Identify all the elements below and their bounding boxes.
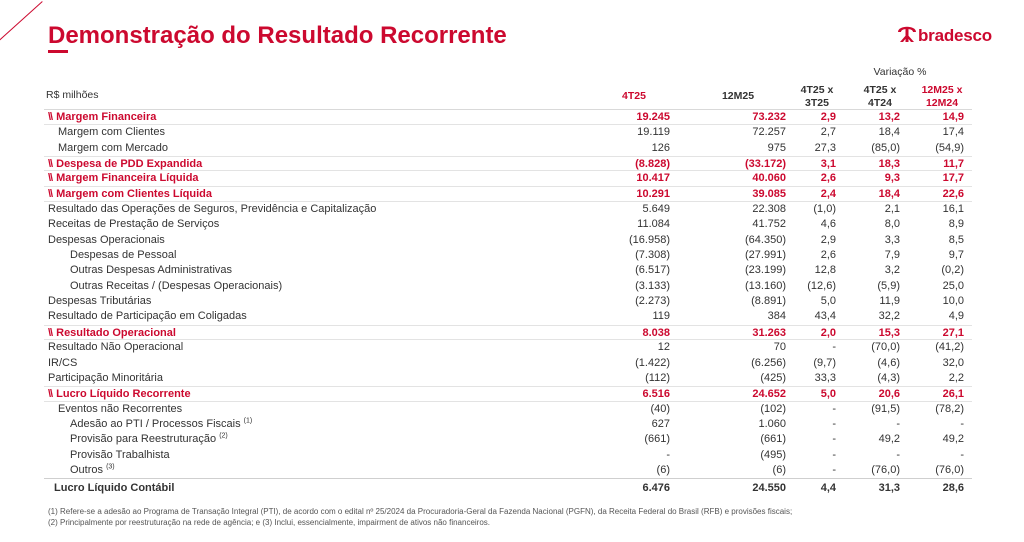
cell-var-4t25-3t25: -	[832, 417, 836, 430]
footnote-2: (2) Principalmente por reestruturação na rede de agência; e (3) Inclui, essencialmente, impairment de ativos não financeiros.	[48, 518, 491, 527]
cell-var-4t25-3t25: (9,7)	[813, 356, 836, 369]
cell-12m25: 31.263	[752, 326, 786, 339]
cell-var-4t25-3t25: 2,7	[820, 126, 836, 139]
table-row	[44, 233, 972, 248]
cell-4t25: 19.245	[636, 111, 670, 123]
cell-var-4t25-3t25: -	[832, 463, 836, 476]
row-label-text: Despesas Tributárias	[48, 295, 152, 308]
table-row	[44, 125, 972, 140]
cell-12m25: (8.891)	[751, 295, 786, 308]
table-row	[44, 110, 972, 125]
row-label	[48, 111, 156, 123]
row-label-text: Despesa de PDD Expandida	[56, 158, 203, 171]
title-underline	[48, 50, 68, 53]
row-label	[70, 418, 252, 430]
cell-12m25: (6.256)	[751, 356, 786, 369]
cell-var-4t25-3t25: 27,3	[814, 141, 836, 154]
col-header-line: 3T25	[805, 97, 829, 109]
row-label	[70, 433, 228, 445]
row-label-text: Provisão Trabalhista	[70, 448, 170, 461]
cell-var-4t25-4t24: 31,3	[878, 482, 900, 495]
cell-var-4t25-4t24: (76,0)	[871, 463, 900, 476]
row-label	[48, 234, 165, 246]
table-row	[44, 371, 972, 386]
cell-var-12m25-12m24: 11,7	[943, 158, 964, 171]
row-label	[58, 126, 165, 138]
table-row	[44, 463, 972, 478]
row-label-text: Receitas de Prestação de Serviços	[48, 218, 220, 231]
row-label	[48, 310, 247, 322]
corner-decoration	[0, 1, 43, 49]
col-header-line: 4T25 x	[800, 84, 834, 96]
row-label-text: Resultado de Participação em Coligadas	[48, 310, 247, 323]
table-body	[44, 110, 972, 478]
cell-var-12m25-12m24: 22,6	[942, 187, 964, 200]
cell-var-12m25-12m24: (78,2)	[935, 402, 964, 415]
row-label	[70, 264, 232, 276]
col-header-4t25: 4T25	[622, 90, 646, 102]
footnotes	[48, 506, 792, 528]
row-label	[70, 249, 176, 261]
cell-var-12m25-12m24: 8,5	[948, 233, 964, 246]
cell-4t25: (16.958)	[629, 233, 670, 246]
cell-4t25: 12	[657, 341, 670, 354]
cell-var-4t25-4t24: 15,3	[878, 326, 900, 339]
table-row	[44, 448, 972, 463]
cell-4t25: (2.273)	[635, 295, 670, 308]
cell-var-12m25-12m24: 26,1	[942, 388, 964, 401]
highlight-marker-icon: \\	[48, 158, 53, 171]
cell-var-12m25-12m24: 9,7	[948, 249, 964, 262]
cell-var-12m25-12m24: 32,0	[942, 356, 964, 369]
cell-var-4t25-4t24: (91,5)	[871, 402, 900, 415]
col-header-4t25-4t24	[850, 84, 910, 110]
cell-12m25: 73.232	[752, 111, 786, 123]
table-row	[44, 263, 972, 278]
footnote-1: (1) Refere-se a adesão ao Programa de Transação Integral (PTI), de acordo com o edital nº 25/2024 da Procuradoria-Geral da Fazenda Nacional (PGFN), da Receita Federal do Brasil (RFB) e provisões fiscais;	[48, 507, 793, 516]
row-label	[48, 158, 202, 170]
cell-12m25: 41.752	[752, 218, 786, 231]
cell-var-4t25-3t25: 12,8	[814, 264, 836, 277]
cell-4t25: 6.476	[642, 482, 670, 495]
cell-4t25: (1.422)	[635, 356, 670, 369]
cell-var-12m25-12m24: 28,6	[942, 482, 964, 495]
cell-var-4t25-4t24: 18,3	[878, 158, 900, 171]
table-row	[44, 356, 972, 371]
table-row	[44, 171, 972, 186]
unit-label: R$ milhões	[46, 89, 99, 101]
cell-4t25: 126	[651, 141, 670, 154]
row-label: Lucro Líquido Contábil	[54, 482, 175, 495]
table-row	[44, 187, 972, 202]
footnote-ref: (3)	[106, 463, 115, 471]
cell-var-4t25-3t25: 2,6	[820, 249, 836, 262]
row-label-text: Resultado Não Operacional	[48, 341, 184, 354]
cell-12m25: (425)	[760, 371, 786, 384]
cell-var-4t25-4t24: 2,1	[884, 203, 900, 216]
cell-12m25: (13.160)	[745, 279, 786, 292]
cell-var-12m25-12m24: 2,2	[948, 371, 964, 384]
col-header-line: 12M24	[925, 97, 959, 109]
highlight-marker-icon: \\	[48, 326, 53, 339]
cell-var-4t25-4t24: 32,2	[878, 310, 900, 323]
cell-var-4t25-4t24: (4,6)	[877, 356, 900, 369]
row-label-text: Eventos não Recorrentes	[58, 402, 183, 415]
table-row	[44, 402, 972, 417]
cell-12m25: 40.060	[752, 172, 786, 185]
col-header-12m25-12m24	[912, 84, 972, 110]
cell-var-4t25-3t25: -	[832, 341, 836, 354]
cell-var-4t25-4t24: 3,3	[884, 233, 900, 246]
cell-var-4t25-4t24: -	[896, 448, 900, 461]
cell-var-4t25-4t24: (70,0)	[871, 341, 900, 354]
cell-var-4t25-3t25: 2,9	[820, 111, 836, 123]
cell-4t25: 8.038	[642, 326, 670, 339]
cell-var-4t25-3t25: (12,6)	[807, 279, 836, 292]
table-row	[44, 279, 972, 294]
table-row	[44, 294, 972, 309]
cell-4t25: (8.828)	[635, 158, 670, 171]
cell-4t25: (3.133)	[635, 279, 670, 292]
row-label-text: Outras Despesas Administrativas	[70, 264, 233, 277]
cell-12m25: 1.060	[758, 417, 786, 430]
cell-var-4t25-3t25: 2,0	[820, 326, 836, 339]
row-label-text: Resultado Operacional	[56, 326, 176, 339]
cell-var-4t25-4t24: 20,6	[878, 388, 900, 401]
col-header-line: 4T24	[868, 97, 892, 109]
cell-var-12m25-12m24: -	[960, 448, 964, 461]
row-label	[58, 142, 168, 154]
bradesco-logo	[894, 20, 1012, 48]
cell-var-4t25-3t25: 4,4	[820, 482, 836, 495]
row-label	[48, 188, 212, 200]
cell-var-4t25-3t25: 5,0	[820, 295, 836, 308]
cell-var-4t25-3t25: -	[832, 448, 836, 461]
cell-var-12m25-12m24: 14,9	[942, 111, 964, 123]
cell-12m25: (27.991)	[745, 249, 786, 262]
logo-text: bradesco	[918, 26, 992, 45]
row-label-text: Margem Financeira	[56, 111, 157, 123]
cell-var-4t25-4t24: 8,0	[884, 218, 900, 231]
row-label-text: Margem Financeira Líquida	[56, 172, 199, 185]
row-label-text: Margem com Mercado	[58, 141, 169, 154]
cell-var-4t25-3t25: 4,6	[820, 218, 836, 231]
row-label-text: Margem com Clientes Líquida	[56, 187, 212, 200]
footnote-ref: (1)	[243, 417, 253, 425]
col-header-4t25-3t25	[786, 84, 848, 110]
cell-12m25: 384	[767, 310, 786, 323]
row-label-text: Provisão para Reestruturação	[70, 433, 217, 446]
table-row	[44, 141, 972, 156]
row-label	[70, 464, 115, 476]
cell-var-4t25-3t25: 33,3	[814, 371, 836, 384]
cell-var-4t25-4t24: 18,4	[878, 187, 900, 200]
cell-var-12m25-12m24: 10,0	[942, 295, 964, 308]
cell-4t25: -	[666, 448, 670, 461]
cell-var-4t25-4t24: 11,9	[879, 295, 900, 308]
cell-4t25: (6.517)	[635, 264, 670, 277]
cell-4t25: (7.308)	[635, 249, 670, 262]
row-label	[48, 357, 77, 369]
cell-var-4t25-3t25: -	[832, 433, 836, 446]
row-label-text: IR/CS	[48, 356, 78, 369]
table-row	[44, 417, 972, 432]
cell-var-12m25-12m24: (54,9)	[935, 141, 964, 154]
row-label	[48, 218, 219, 230]
cell-12m25: (33.172)	[745, 158, 786, 171]
cell-4t25: 6.516	[642, 388, 670, 401]
row-label-text: Adesão ao PTI / Processos Fiscais	[70, 417, 241, 430]
cell-12m25: (6)	[772, 463, 786, 476]
row-label	[48, 388, 191, 400]
cell-var-12m25-12m24: 25,0	[942, 279, 964, 292]
table-row	[44, 248, 972, 263]
cell-4t25: (6)	[656, 463, 670, 476]
page-title: Demonstração do Resultado Recorrente	[48, 22, 507, 49]
cell-var-12m25-12m24: 4,9	[948, 310, 964, 323]
cell-4t25: 119	[652, 310, 670, 323]
cell-4t25: (40)	[650, 402, 670, 415]
cell-var-12m25-12m24: 27,1	[942, 326, 964, 339]
row-label	[48, 295, 151, 307]
table-row	[44, 202, 972, 217]
row-label-text: Margem com Clientes	[58, 126, 165, 139]
cell-var-4t25-4t24: 13,2	[878, 111, 900, 123]
cell-var-4t25-3t25: 2,6	[820, 172, 836, 185]
cell-var-4t25-3t25: 2,4	[820, 187, 836, 200]
row-label	[48, 203, 376, 215]
table-row	[44, 386, 972, 401]
table-row	[44, 432, 972, 447]
table-header	[44, 64, 972, 110]
row-label	[48, 172, 199, 184]
table-row	[44, 325, 972, 340]
highlight-marker-icon: \\	[48, 172, 53, 185]
table-row	[44, 309, 972, 324]
income-statement-table	[44, 64, 972, 496]
cell-12m25: 975	[767, 141, 786, 154]
cell-12m25: (661)	[760, 433, 786, 446]
row-label-text: Despesas de Pessoal	[70, 249, 177, 262]
cell-12m25: 24.550	[752, 482, 786, 495]
cell-var-4t25-4t24: 9,3	[884, 172, 900, 185]
cell-var-4t25-4t24: 49,2	[878, 433, 900, 446]
cell-12m25: 24.652	[752, 388, 786, 401]
cell-var-4t25-3t25: -	[832, 402, 836, 415]
table-row	[44, 156, 972, 171]
row-label-text: Lucro Líquido Recorrente	[56, 388, 191, 401]
cell-var-12m25-12m24: 17,4	[942, 126, 964, 139]
cell-var-12m25-12m24: 49,2	[942, 433, 964, 446]
row-label-text: Resultado das Operações de Seguros, Previdência e Capitalização	[48, 203, 377, 216]
cell-var-12m25-12m24: 8,9	[948, 218, 964, 231]
col-header-line: 4T25 x	[863, 84, 897, 96]
row-label-text: Participação Minoritária	[48, 371, 163, 384]
cell-var-4t25-3t25: 3,1	[820, 158, 836, 171]
final-row-lucro-contabil	[44, 478, 972, 496]
cell-var-12m25-12m24: (0,2)	[941, 264, 964, 277]
cell-var-4t25-4t24: 18,4	[878, 126, 900, 139]
table-row	[44, 340, 972, 355]
cell-var-4t25-3t25: 2,9	[820, 233, 836, 246]
highlight-marker-icon: \\	[48, 111, 53, 123]
cell-4t25: 5.649	[642, 203, 670, 216]
cell-12m25: 22.308	[752, 203, 786, 216]
col-header-line: 12M25 x	[921, 84, 963, 96]
cell-var-4t25-4t24: (85,0)	[871, 141, 900, 154]
row-label	[48, 327, 176, 339]
cell-4t25: (112)	[645, 371, 670, 384]
cell-12m25: (64.350)	[745, 233, 786, 246]
bradesco-tree-icon	[894, 20, 920, 46]
row-label	[58, 403, 182, 415]
cell-var-4t25-3t25: 43,4	[814, 310, 836, 323]
cell-var-12m25-12m24: 17,7	[942, 172, 964, 185]
cell-var-12m25-12m24: -	[960, 417, 964, 430]
cell-var-4t25-4t24: (5,9)	[877, 279, 900, 292]
cell-4t25: 10.291	[636, 187, 670, 200]
cell-var-4t25-4t24: 3,2	[884, 264, 900, 277]
highlight-marker-icon: \\	[48, 187, 53, 200]
table-row	[44, 217, 972, 232]
variation-label: Variação %	[873, 66, 927, 78]
cell-12m25: (102)	[760, 402, 786, 415]
cell-12m25: (495)	[760, 448, 786, 461]
cell-4t25: 627	[651, 417, 670, 430]
cell-4t25: 11.084	[637, 218, 670, 231]
cell-var-4t25-4t24: 7,9	[884, 249, 900, 262]
row-label	[48, 372, 163, 384]
row-label-text: Outras Receitas / (Despesas Operacionais)	[70, 279, 283, 292]
cell-var-4t25-3t25: (1,0)	[813, 203, 836, 216]
row-label	[70, 449, 170, 461]
cell-var-12m25-12m24: (41,2)	[935, 341, 964, 354]
cell-4t25: 10.417	[636, 172, 670, 185]
cell-var-12m25-12m24: (76,0)	[935, 463, 964, 476]
row-label-text: Outros	[70, 463, 104, 476]
cell-12m25: 70	[773, 341, 786, 354]
cell-12m25: (23.199)	[745, 264, 786, 277]
row-label-text: Despesas Operacionais	[48, 233, 165, 246]
cell-12m25: 72.257	[752, 126, 786, 139]
row-label	[48, 341, 183, 353]
col-header-12m25: 12M25	[721, 90, 755, 102]
row-label	[70, 280, 282, 292]
footnote-ref: (2)	[219, 432, 228, 440]
cell-4t25: (661)	[644, 433, 670, 446]
cell-var-4t25-4t24: (4,3)	[877, 371, 900, 384]
cell-12m25: 39.085	[752, 187, 786, 200]
cell-var-4t25-4t24: -	[896, 417, 900, 430]
cell-var-12m25-12m24: 16,1	[942, 203, 964, 216]
cell-4t25: 19.119	[637, 126, 670, 139]
cell-var-4t25-3t25: 5,0	[820, 388, 836, 401]
highlight-marker-icon: \\	[48, 388, 53, 401]
